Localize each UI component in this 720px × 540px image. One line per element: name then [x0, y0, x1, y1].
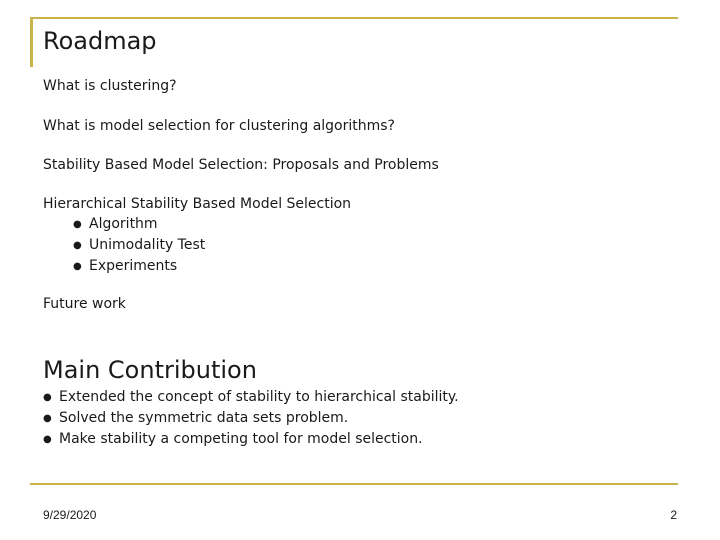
bottom-accent-rule — [30, 483, 678, 485]
contribution-text: Make stability a competing tool for model selection. — [59, 431, 423, 447]
hierarchical-sub-list — [73, 214, 205, 277]
contribution-text: Extended the concept of stability to hierarchical stability. — [59, 389, 459, 405]
bullet-icon: ● — [73, 261, 82, 272]
sub-item-experiments — [73, 256, 205, 277]
contribution-item — [43, 387, 459, 408]
roadmap-item-future-work: Future work — [43, 296, 126, 312]
roadmap-item-clustering: What is clustering? — [43, 78, 177, 94]
roadmap-item-model-selection: What is model selection for clustering algorithms? — [43, 118, 395, 134]
bullet-icon: ● — [73, 219, 82, 230]
contribution-list — [43, 387, 459, 450]
roadmap-item-stability-proposals: Stability Based Model Selection: Proposals and Problems — [43, 157, 439, 173]
sub-item-label: Unimodality Test — [89, 237, 206, 253]
sub-item-label: Algorithm — [89, 216, 158, 232]
contribution-text: Solved the symmetric data sets problem. — [59, 410, 349, 426]
footer-date: 9/29/2020 — [43, 508, 97, 522]
contribution-item — [43, 408, 459, 429]
sub-item-unimodality-test — [73, 235, 205, 256]
contribution-item — [43, 429, 459, 450]
bullet-icon: ● — [73, 240, 82, 251]
contribution-heading: Main Contribution — [43, 356, 257, 384]
bullet-icon: ● — [43, 413, 52, 424]
slide-title: Roadmap — [43, 27, 157, 55]
bullet-icon: ● — [43, 434, 52, 445]
sub-item-label: Experiments — [89, 258, 178, 274]
bullet-icon: ● — [43, 392, 52, 403]
top-accent-rule — [30, 17, 678, 19]
sub-item-algorithm — [73, 214, 205, 235]
side-accent-rule — [30, 17, 33, 67]
roadmap-item-hierarchical-stability: Hierarchical Stability Based Model Selection — [43, 196, 352, 212]
page-number: 2 — [670, 508, 677, 522]
